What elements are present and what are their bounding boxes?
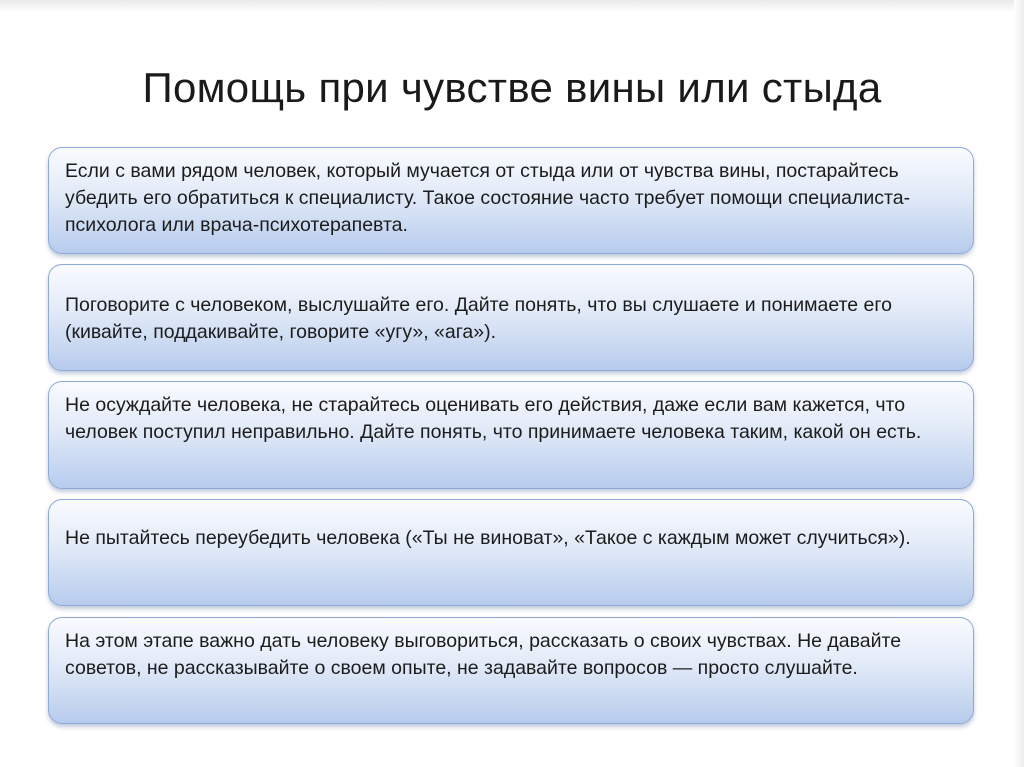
slide-right-edge (1014, 0, 1024, 767)
slide-top-shadow (0, 0, 1024, 12)
tip-box-5 (48, 617, 974, 724)
tip-text-1: Если с вами рядом человек, который мучается от стыда или от чувства вины, постарайтесь убедить его обратиться к специалисту. Такое состояние часто требует помощи специалиста-психолога или врача-психотерапевта. (65, 160, 911, 236)
tip-text-2: Поговорите с человеком, выслушайте его. Дайте понять, что вы слушаете и понимаете его (кивайте, поддакивайте, говорите «угу», «ага»). (65, 294, 892, 343)
tip-box-3 (48, 381, 974, 489)
tip-text-5: На этом этапе важно дать человеку выговориться, рассказать о своих чувствах. Не давайте советов, не рассказывайте о своем опыте, не задавайте вопросов — просто слушайте. (65, 630, 902, 679)
tip-text-3: Не осуждайте человека, не старайтесь оценивать его действия, даже если вам кажется, что человек поступил неправильно. Дайте понять, что принимаете человека таким, какой он есть. (65, 394, 922, 443)
tip-box-2 (48, 264, 974, 371)
tip-text-4: Не пытайтесь переубедить человека («Ты не виноват», «Такое с каждым может случиться»). (65, 527, 911, 549)
tip-box-4 (48, 499, 974, 606)
tip-box-1 (48, 147, 974, 254)
slide-title: Помощь при чувстве вины или стыда (142, 64, 882, 111)
